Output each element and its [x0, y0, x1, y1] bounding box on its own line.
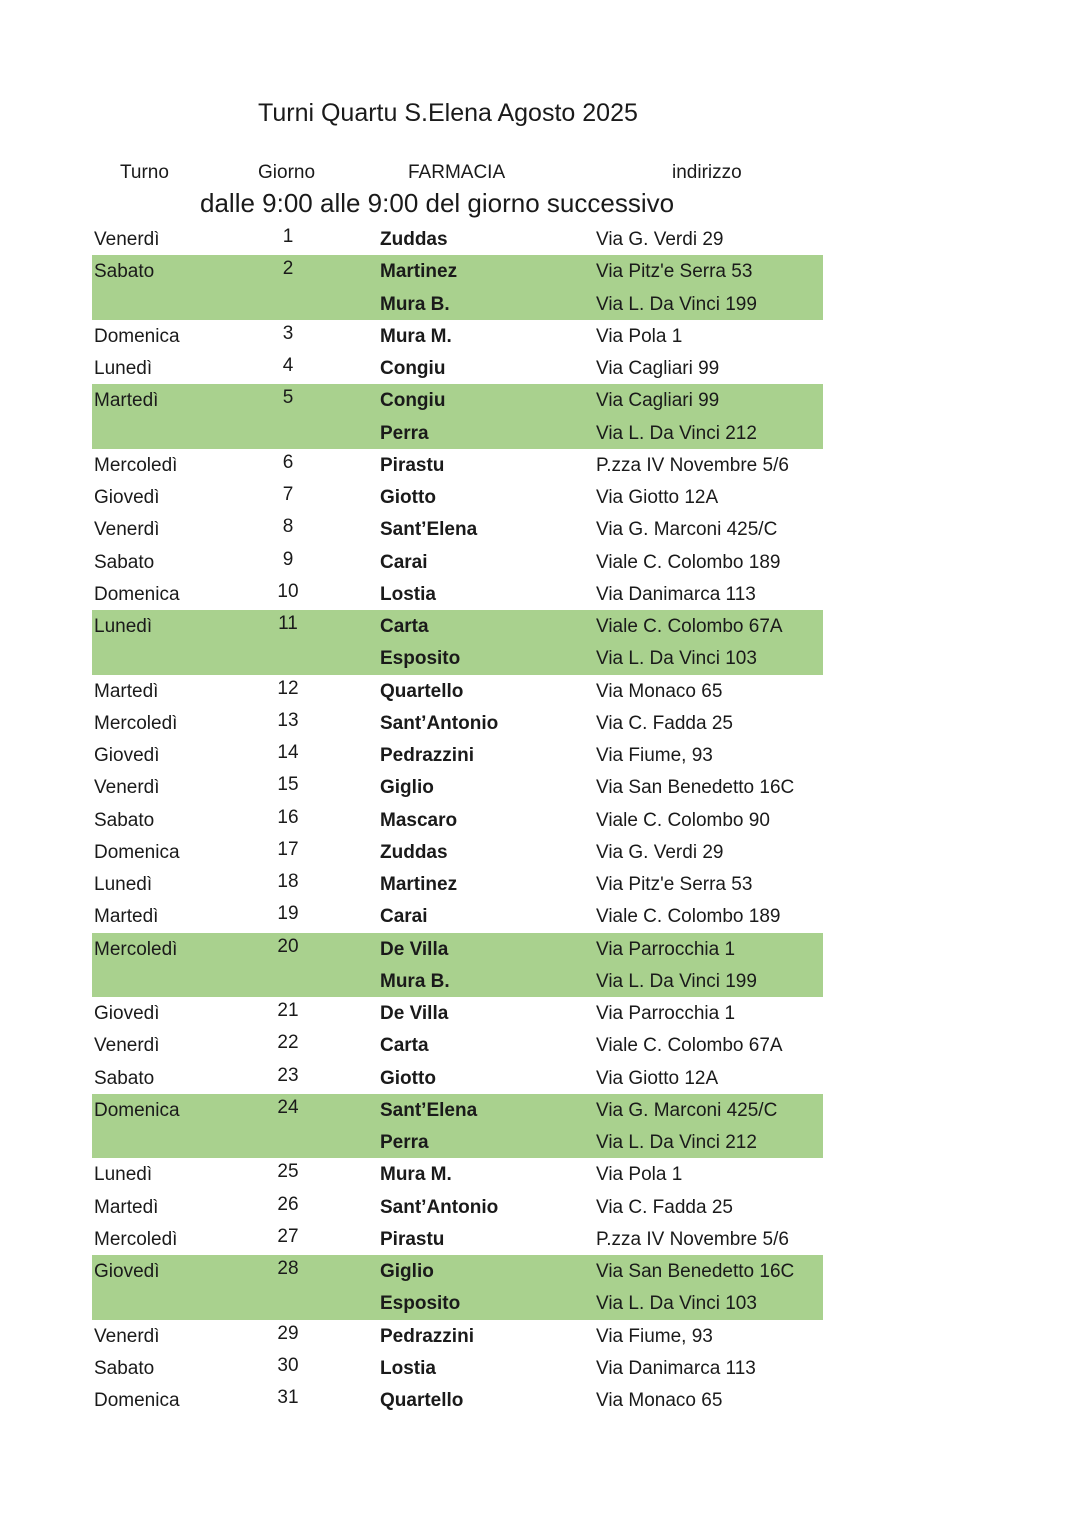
row-date-number: 7 [282, 484, 294, 505]
row-date-number: 25 [277, 1161, 299, 1183]
row-address: Via Monaco 65 [596, 1390, 723, 1411]
row-day: Sabato [94, 809, 155, 831]
table-row [92, 1320, 823, 1352]
row-day: Lunedì [94, 616, 153, 637]
row-day: Mercoledì [94, 454, 178, 476]
row-address: Via San Benedetto 16C [596, 777, 795, 799]
row-day: Lunedì [94, 1164, 153, 1186]
row-address: P.zza IV Novembre 5/6 [596, 454, 789, 476]
row-day: Lunedì [94, 358, 153, 379]
row-address: Via L. Da Vinci 103 [596, 1293, 757, 1315]
row-address: Viale C. Colombo 67A [596, 616, 783, 637]
row-address: Via Giotto 12A [596, 487, 719, 508]
row-date-number: 10 [277, 580, 299, 602]
row-address: Via C. Fadda 25 [596, 1196, 733, 1218]
table-row [92, 868, 823, 900]
row-address: Via Pola 1 [596, 325, 683, 347]
row-day: Sabato [94, 551, 155, 573]
row-pharmacy-name: Martinez [380, 261, 458, 283]
row-pharmacy-name: Zuddas [380, 229, 448, 250]
row-date-number: 15 [277, 774, 299, 796]
row-date-number: 1 [282, 226, 294, 247]
row-address: Via L. Da Vinci 103 [596, 648, 757, 670]
row-address: Via Parrocchia 1 [596, 938, 736, 960]
row-address: Via G. Marconi 425/C [596, 1099, 778, 1121]
row-pharmacy-name: Pedrazzini [380, 1325, 474, 1347]
table-row [92, 836, 823, 868]
row-day: Mercoledì [94, 1228, 178, 1250]
row-address: Via Parrocchia 1 [596, 1003, 736, 1024]
row-pharmacy-name: Mascaro [380, 809, 458, 831]
row-date-number: 31 [277, 1387, 299, 1408]
row-day: Giovedì [94, 745, 160, 766]
row-date-number: 13 [277, 709, 299, 731]
row-address: Via Cagliari 99 [596, 358, 720, 379]
table-row [92, 1029, 823, 1061]
row-address: Via Pitz'e Serra 53 [596, 261, 753, 283]
page-title: Turni Quartu S.Elena Agosto 2025 [258, 99, 638, 127]
row-pharmacy-name: Esposito [380, 1293, 461, 1315]
row-address: Via L. Da Vinci 199 [596, 970, 757, 992]
row-day: Lunedì [94, 874, 153, 895]
row-date-number: 24 [277, 1096, 299, 1118]
row-day: Venerdì [94, 519, 160, 541]
table-row [92, 1352, 823, 1384]
row-date-number: 5 [282, 387, 294, 409]
row-date-number: 2 [282, 258, 294, 280]
row-day: Domenica [94, 1099, 180, 1121]
row-day: Mercoledì [94, 712, 178, 734]
table-row [92, 320, 823, 352]
row-pharmacy-name: Perra [380, 422, 429, 444]
row-day: Giovedì [94, 487, 160, 508]
row-date-number: 4 [282, 355, 294, 376]
row-pharmacy-name: Quartello [380, 680, 464, 702]
row-address: Via Giotto 12A [596, 1067, 719, 1089]
table-row [92, 1287, 823, 1319]
row-date-number: 23 [277, 1064, 299, 1086]
row-address: Via L. Da Vinci 212 [596, 422, 757, 444]
row-date-number: 14 [277, 742, 299, 763]
row-pharmacy-name: Esposito [380, 648, 461, 670]
row-pharmacy-name: Giotto [380, 1067, 436, 1089]
row-date-number: 6 [282, 451, 294, 473]
row-pharmacy-name: Perra [380, 1132, 429, 1153]
row-pharmacy-name: Sant’Elena [380, 1099, 478, 1121]
row-pharmacy-name: Mura B. [380, 970, 450, 992]
table-row [92, 481, 823, 513]
row-day: Venerdì [94, 229, 160, 250]
row-pharmacy-name: Sant’Antonio [380, 712, 499, 734]
row-address: Viale C. Colombo 90 [596, 809, 770, 831]
row-address: Viale C. Colombo 67A [596, 1035, 783, 1057]
row-address: Via C. Fadda 25 [596, 712, 733, 734]
row-address: Via San Benedetto 16C [596, 1261, 795, 1282]
row-address: P.zza IV Novembre 5/6 [596, 1228, 789, 1250]
table-row [92, 1158, 823, 1190]
row-date-number: 21 [277, 1000, 299, 1021]
row-pharmacy-name: Carta [380, 1035, 429, 1057]
table-row [92, 675, 823, 707]
row-address: Via Danimarca 113 [596, 583, 756, 605]
row-date-number: 28 [277, 1258, 299, 1279]
table-row [92, 804, 823, 836]
row-day: Venerdì [94, 777, 160, 799]
table-row [92, 1062, 823, 1094]
table-row [92, 223, 823, 255]
table-row [92, 771, 823, 803]
table-row [92, 707, 823, 739]
row-day: Sabato [94, 1357, 155, 1379]
row-day: Martedì [94, 1196, 159, 1218]
row-date-number: 11 [278, 613, 298, 634]
row-pharmacy-name: Giotto [380, 487, 436, 508]
table-row [92, 1126, 823, 1158]
row-pharmacy-name: Sant’Antonio [380, 1196, 499, 1218]
row-date-number: 8 [282, 516, 294, 538]
row-address: Viale C. Colombo 189 [596, 906, 781, 928]
table-row [92, 417, 823, 449]
row-address: Via G. Verdi 29 [596, 841, 724, 863]
row-day: Domenica [94, 325, 180, 347]
row-pharmacy-name: Carai [380, 906, 428, 928]
row-day: Venerdì [94, 1035, 160, 1057]
schedule-subtitle: dalle 9:00 alle 9:00 del giorno successivo [200, 188, 675, 218]
row-date-number: 30 [277, 1354, 299, 1376]
row-pharmacy-name: Pirastu [380, 454, 445, 476]
row-address: Via Fiume, 93 [596, 1325, 713, 1347]
row-address: Via Danimarca 113 [596, 1357, 756, 1379]
row-pharmacy-name: Congiu [380, 358, 446, 379]
table-row [92, 1094, 823, 1126]
row-address: Viale C. Colombo 189 [596, 551, 781, 573]
row-pharmacy-name: De Villa [380, 938, 449, 960]
row-pharmacy-name: Giglio [380, 1261, 434, 1282]
table-row [92, 1223, 823, 1255]
row-pharmacy-name: Mura M. [380, 1164, 452, 1186]
row-date-number: 3 [282, 322, 294, 344]
row-pharmacy-name: Congiu [380, 390, 446, 412]
row-date-number: 12 [277, 677, 299, 699]
row-date-number: 9 [282, 548, 294, 570]
row-date-number: 27 [277, 1225, 299, 1247]
table-row [92, 1384, 823, 1416]
row-address: Via Fiume, 93 [596, 745, 713, 766]
table-row [92, 997, 823, 1029]
schedule-table [92, 223, 823, 1416]
table-row [92, 1191, 823, 1223]
row-pharmacy-name: Zuddas [380, 841, 448, 863]
table-row [92, 513, 823, 545]
row-date-number: 20 [277, 935, 299, 957]
row-pharmacy-name: Sant’Elena [380, 519, 478, 541]
row-day: Domenica [94, 583, 180, 605]
table-row [92, 900, 823, 932]
table-row [92, 255, 823, 287]
row-pharmacy-name: Mura B. [380, 293, 450, 315]
row-day: Domenica [94, 841, 180, 863]
row-day: Mercoledì [94, 938, 178, 960]
row-pharmacy-name: Lostia [380, 583, 436, 605]
row-day: Martedì [94, 680, 159, 702]
column-header-indirizzo: indirizzo [672, 162, 742, 183]
row-pharmacy-name: Pirastu [380, 1228, 445, 1250]
row-date-number: 26 [277, 1193, 299, 1215]
row-pharmacy-name: Quartello [380, 1390, 464, 1411]
row-pharmacy-name: Carta [380, 616, 429, 637]
row-address: Via G. Verdi 29 [596, 229, 724, 250]
row-day: Venerdì [94, 1325, 160, 1347]
row-address: Via Pitz'e Serra 53 [596, 874, 753, 895]
table-row [92, 965, 823, 997]
row-pharmacy-name: Pedrazzini [380, 745, 474, 766]
row-day: Giovedì [94, 1261, 160, 1282]
row-address: Via Pola 1 [596, 1164, 683, 1186]
row-address: Via L. Da Vinci 199 [596, 293, 757, 315]
row-pharmacy-name: Giglio [380, 777, 434, 799]
row-date-number: 16 [277, 806, 299, 828]
row-address: Via Cagliari 99 [596, 390, 720, 412]
table-row [92, 546, 823, 578]
row-date-number: 29 [277, 1322, 299, 1344]
row-day: Sabato [94, 261, 155, 283]
table-row [92, 642, 823, 674]
row-date-number: 17 [277, 838, 299, 860]
table-row [92, 288, 823, 320]
row-day: Domenica [94, 1390, 180, 1411]
row-day: Sabato [94, 1067, 155, 1089]
row-date-number: 22 [277, 1032, 299, 1054]
row-pharmacy-name: Lostia [380, 1357, 436, 1379]
row-date-number: 18 [277, 871, 299, 892]
column-header-turno: Turno [120, 162, 169, 183]
table-row [92, 449, 823, 481]
row-day: Martedì [94, 906, 159, 928]
row-address: Via Monaco 65 [596, 680, 723, 702]
table-row [92, 933, 823, 965]
row-pharmacy-name: Mura M. [380, 325, 452, 347]
row-address: Via L. Da Vinci 212 [596, 1132, 757, 1153]
row-address: Via G. Marconi 425/C [596, 519, 778, 541]
row-pharmacy-name: De Villa [380, 1003, 449, 1024]
table-row [92, 1255, 823, 1287]
table-row [92, 610, 823, 642]
table-row [92, 578, 823, 610]
table-row [92, 739, 823, 771]
row-day: Martedì [94, 390, 159, 412]
column-header-giorno: Giorno [258, 162, 316, 183]
table-row [92, 384, 823, 416]
row-day: Giovedì [94, 1003, 160, 1024]
row-pharmacy-name: Carai [380, 551, 428, 573]
row-pharmacy-name: Martinez [380, 874, 458, 895]
table-row [92, 352, 823, 384]
row-date-number: 19 [277, 903, 299, 925]
column-header-farmacia: FARMACIA [408, 162, 506, 183]
